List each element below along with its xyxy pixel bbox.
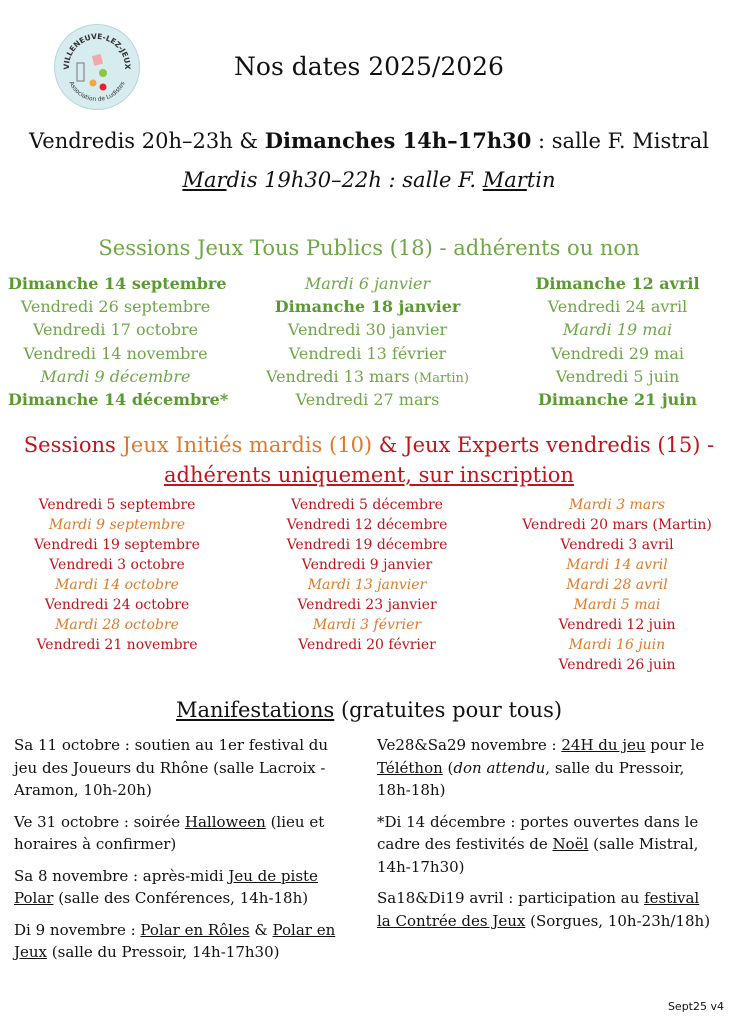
- hours-sunday: Dimanches 14h–17h30: [264, 128, 532, 153]
- events-title: [0, 698, 738, 722]
- event-item: [14, 734, 352, 802]
- member-date-item: Vendredi 21 novembre: [36, 637, 198, 653]
- public-dates-col-2: [260, 272, 475, 411]
- event-link-text: Téléthon: [377, 758, 443, 777]
- public-date-item: Dimanche 12 avril: [535, 274, 700, 293]
- public-date-item: Mardi 9 décembre: [40, 366, 191, 386]
- event-text: Sa 11 octobre : soutien au 1er festival du jeu des Joueurs du Rhône (salle Lacroix - Aramon, 10h-20h): [14, 736, 329, 799]
- public-date-item: Mardi 6 janvier: [304, 274, 431, 293]
- members-title-sessions: Sessions: [23, 433, 123, 457]
- public-date-item: Vendredi 13 février: [288, 343, 447, 363]
- member-date-item: Vendredi 5 décembre: [291, 497, 443, 513]
- public-date-item: Vendredi 26 septembre: [20, 297, 211, 317]
- member-date-item: Mardi 16 juin: [568, 637, 666, 653]
- svg-text:Association de Ludistes: [67, 80, 126, 103]
- member-date-item: Vendredi 12 juin: [558, 617, 676, 633]
- member-date-item: Vendredi 19 décembre: [286, 537, 448, 553]
- page-title: Nos dates 2025/2026: [234, 52, 504, 81]
- event-text: don attendu: [453, 758, 546, 777]
- logo-text-top: VILLENEUVE-LEZ-JEUX: [61, 31, 133, 70]
- member-date-item: Mardi 28 octobre: [55, 617, 179, 633]
- member-date-item: Mardi 14 octobre: [55, 577, 179, 593]
- hours-mar-1: Mar: [182, 168, 227, 192]
- event-text: (Sorgues, 10h-23h/18h): [525, 911, 711, 930]
- hours-venue-mistral: : salle F. Mistral: [531, 129, 709, 153]
- public-date-item: Vendredi 14 novembre: [23, 343, 208, 363]
- member-date-item: Vendredi 20 février: [298, 637, 436, 653]
- member-date-item: Mardi 3 mars: [568, 497, 666, 513]
- members-dates-col-3: [512, 495, 722, 675]
- logo-text-bottom: Association de Ludistes: [67, 80, 127, 104]
- public-date-item: Vendredi 30 janvier: [287, 320, 448, 340]
- members-dates-col-2: [262, 495, 472, 655]
- event-item: [377, 887, 715, 932]
- event-link-text: Jeu de piste Polar: [14, 866, 318, 907]
- member-date-item: Vendredi 5 septembre: [38, 497, 196, 513]
- member-date-item: Mardi 9 septembre: [48, 517, 186, 533]
- members-title-subline: adhérents uniquement, sur inscription: [164, 463, 574, 487]
- event-text: &: [249, 920, 273, 939]
- event-text: Ve28&Sa29 novembre :: [377, 736, 562, 754]
- member-date-item: Vendredi 24 octobre: [44, 597, 190, 613]
- member-date-item: Mardi 28 avril: [566, 577, 668, 593]
- event-text: (salle Mistral, 14h-17h30): [377, 835, 699, 876]
- member-date-item: Vendredi 3 avril: [560, 537, 674, 553]
- event-text: (: [442, 758, 454, 777]
- event-item: [377, 734, 715, 802]
- event-item: [377, 811, 715, 879]
- event-text: (salle du Pressoir, 14h-17h30): [47, 943, 280, 961]
- event-text: (salle des Conférences, 14h-18h): [53, 889, 309, 907]
- event-text: pour le: [645, 736, 705, 754]
- member-date-item: Mardi 14 avril: [566, 557, 668, 573]
- event-text: Di 9 novembre :: [14, 920, 141, 939]
- event-item: [14, 919, 352, 964]
- hours-mar-2: Mar: [482, 168, 527, 192]
- member-date-item: Mardi 13 janvier: [307, 577, 427, 593]
- member-date-item: Vendredi 20 mars (Martin): [522, 517, 712, 533]
- events-right-column: [377, 734, 715, 941]
- event-text: (lieu et horaires à confirmer): [14, 812, 325, 853]
- hours-tin: tin: [526, 168, 556, 192]
- version-footer: Sept25 v4: [667, 1000, 724, 1013]
- public-date-item: Vendredi 5 juin: [555, 366, 680, 386]
- public-date-item: Vendredi 17 octobre: [32, 320, 199, 340]
- member-date-item: Vendredi 26 juin: [558, 657, 676, 673]
- event-item: [14, 811, 352, 856]
- member-date-item: Vendredi 19 septembre: [34, 537, 200, 553]
- member-date-item: Mardi 3 février: [312, 617, 422, 633]
- member-date-item: Vendredi 12 décembre: [286, 517, 448, 533]
- event-text: *Di 14 décembre : portes ouvertes dans le cadre des festivités de: [377, 812, 699, 853]
- public-date-item: Vendredi 29 mai: [551, 343, 684, 363]
- event-link-text: Noël: [552, 835, 589, 853]
- public-date-item: Dimanche 21 juin: [538, 389, 697, 409]
- public-date-item: Dimanche 14 septembre: [8, 274, 227, 293]
- public-date-item: Dimanche 18 janvier: [274, 297, 461, 317]
- member-date-item: Mardi 5 mai: [573, 597, 661, 613]
- event-link-text: 24H du jeu: [561, 736, 646, 754]
- events-title-sub: (gratuites pour tous): [334, 698, 563, 722]
- hours-line-2: [0, 168, 738, 192]
- section-public-title: Sessions Jeux Tous Publics (18) - adhérents ou non: [98, 236, 640, 260]
- members-title-initiates: Jeux Initiés mardis (10): [122, 433, 373, 457]
- event-link-text: la Contrée des Jeux: [377, 911, 526, 930]
- event-link-text: Halloween: [184, 812, 266, 831]
- event-text: , salle du Pressoir, 18h-18h): [377, 758, 685, 799]
- hours-friday: Vendredis 20h–23h &: [29, 129, 265, 153]
- event-link-text: festival: [644, 889, 700, 907]
- event-text: Sa18&Di19 avril : participation au: [377, 889, 645, 907]
- events-title-main: Manifestations: [175, 698, 335, 722]
- event-item: [14, 865, 352, 910]
- event-link-text: Polar en Rôles: [140, 920, 250, 939]
- hours-line-1: [0, 128, 738, 153]
- event-text: Sa 8 novembre : après-midi: [14, 866, 229, 885]
- hours-tuesday: dis 19h30–22h : salle F.: [226, 168, 483, 192]
- public-date-item: Vendredi 27 mars: [295, 389, 440, 409]
- members-dates-col-1: [12, 495, 222, 655]
- public-dates-col-1: [8, 272, 229, 411]
- members-title-experts: & Jeux Experts vendredis (15) -: [372, 433, 715, 457]
- event-text: Ve 31 octobre : soirée: [14, 812, 185, 831]
- events-left-column: [14, 734, 352, 973]
- public-dates-col-3: [510, 272, 725, 411]
- member-date-item: Vendredi 23 janvier: [297, 597, 437, 613]
- public-date-note: (Martin): [409, 370, 469, 386]
- event-link-text: Polar en Jeux: [14, 920, 336, 961]
- section-members-title: [0, 430, 738, 490]
- public-date-item: Vendredi 24 avril: [547, 297, 688, 317]
- public-date-item: Mardi 19 mai: [562, 320, 673, 340]
- member-date-item: Vendredi 9 janvier: [301, 557, 433, 573]
- public-date-item: Dimanche 14 décembre*: [8, 389, 229, 409]
- member-date-item: Vendredi 3 octobre: [49, 557, 185, 573]
- public-date-item: Vendredi 13 mars (Martin): [266, 366, 469, 386]
